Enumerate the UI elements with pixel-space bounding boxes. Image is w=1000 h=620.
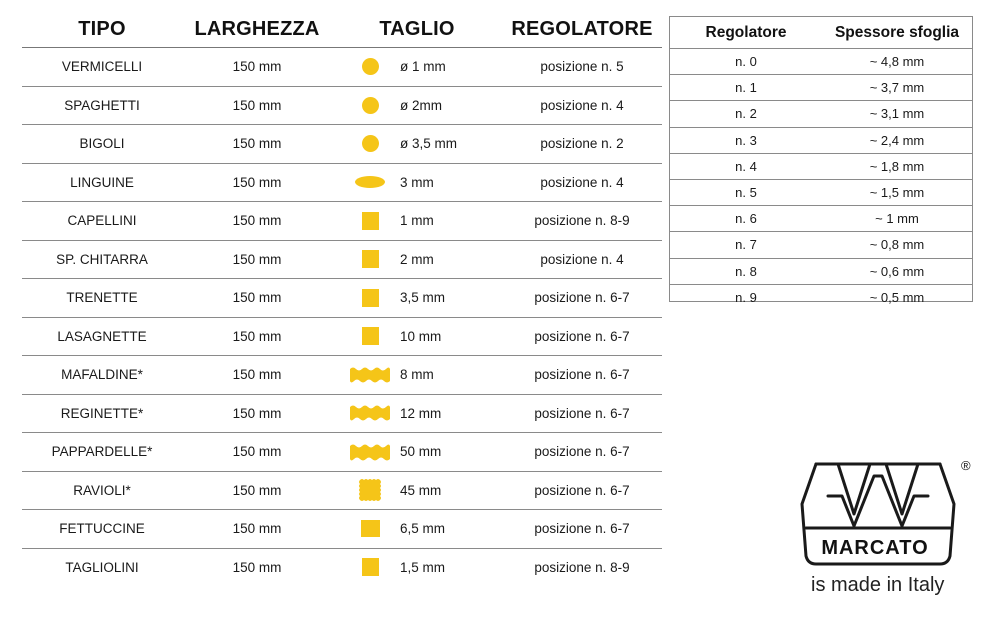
pasta-shape-icon xyxy=(340,558,400,576)
thickness-row xyxy=(670,259,972,285)
thickness-value: ~ 0,5 mm xyxy=(869,289,925,305)
pasta-tipo: TAGLIOLINI xyxy=(65,559,139,575)
pasta-shape-icon xyxy=(340,135,400,152)
thickness-value: ~ 0,8 mm xyxy=(869,237,925,253)
thickness-value: ~ 4,8 mm xyxy=(869,54,925,70)
thickness-value: ~ 0,6 mm xyxy=(869,263,925,279)
pasta-larghezza: 150 mm xyxy=(232,213,282,229)
thickness-row xyxy=(670,232,972,258)
pasta-taglio-cell xyxy=(332,289,502,307)
pasta-regolatore: posizione n. 6-7 xyxy=(534,367,630,383)
pasta-regolatore: posizione n. 6-7 xyxy=(534,328,630,344)
thickness-row xyxy=(670,206,972,232)
pasta-larghezza: 150 mm xyxy=(232,328,282,344)
pasta-table-header xyxy=(22,12,662,48)
pasta-table-body xyxy=(22,48,662,586)
pasta-taglio-cell xyxy=(332,478,502,502)
pasta-shape-icon xyxy=(340,366,400,384)
thickness-row xyxy=(670,75,972,101)
pasta-larghezza: 150 mm xyxy=(232,482,282,498)
pasta-tipo: FETTUCCINE xyxy=(59,521,145,537)
pasta-taglio: 6,5 mm xyxy=(400,521,446,537)
pasta-taglio: ø 1 mm xyxy=(400,59,446,75)
thickness-setting: n. 8 xyxy=(735,263,757,279)
pasta-taglio: 12 mm xyxy=(400,405,442,421)
pasta-regolatore: posizione n. 4 xyxy=(540,97,624,113)
thickness-setting: n. 0 xyxy=(735,54,757,70)
pasta-tipo: SPAGHETTI xyxy=(64,97,140,113)
pasta-larghezza: 150 mm xyxy=(232,521,282,537)
thickness-row xyxy=(670,180,972,206)
pasta-shape-icon xyxy=(340,520,400,537)
pasta-larghezza: 150 mm xyxy=(232,59,282,75)
pasta-regolatore: posizione n. 6-7 xyxy=(534,521,630,537)
pasta-taglio: 45 mm xyxy=(400,482,442,498)
thickness-setting: n. 5 xyxy=(735,185,757,201)
pasta-taglio-cell xyxy=(332,327,502,345)
pasta-tipo: TRENETTE xyxy=(66,290,138,306)
thickness-value: ~ 1,5 mm xyxy=(869,185,925,201)
pasta-row xyxy=(22,87,662,126)
pasta-regolatore: posizione n. 6-7 xyxy=(534,482,630,498)
thickness-value: ~ 2,4 mm xyxy=(869,132,925,148)
thickness-row xyxy=(670,285,972,310)
pasta-row xyxy=(22,395,662,434)
pasta-taglio: ø 3,5 mm xyxy=(400,136,458,152)
pasta-taglio-cell xyxy=(332,175,502,190)
header-regolatore: REGOLATORE xyxy=(511,18,653,40)
pasta-taglio: 3 mm xyxy=(400,174,434,190)
pasta-shape-icon xyxy=(340,442,400,462)
pasta-taglio-cell xyxy=(332,250,502,268)
pasta-taglio-cell xyxy=(332,520,502,537)
pasta-row xyxy=(22,164,662,203)
pasta-row xyxy=(22,549,662,587)
pasta-row xyxy=(22,202,662,241)
pasta-taglio: 10 mm xyxy=(400,328,442,344)
pasta-shape-icon xyxy=(340,250,400,268)
pasta-taglio: 8 mm xyxy=(400,367,434,383)
pasta-taglio-cell xyxy=(332,442,502,462)
pasta-regolatore: posizione n. 5 xyxy=(540,59,624,75)
pasta-taglio-cell xyxy=(332,135,502,152)
thickness-row xyxy=(670,128,972,154)
pasta-larghezza: 150 mm xyxy=(232,251,282,267)
brand-name: MARCATO xyxy=(821,537,929,559)
pasta-taglio-cell xyxy=(332,404,502,422)
thickness-row xyxy=(670,101,972,127)
pasta-taglio: ø 2mm xyxy=(400,97,442,113)
pasta-larghezza: 150 mm xyxy=(232,405,282,421)
pasta-taglio-cell xyxy=(332,212,502,230)
thickness-value: ~ 3,1 mm xyxy=(869,106,925,122)
header-regolatore-setting: Regolatore xyxy=(705,23,787,41)
pasta-row xyxy=(22,472,662,511)
registered-mark: ® xyxy=(961,458,971,473)
thickness-setting: n. 1 xyxy=(735,80,757,96)
pasta-tipo: BIGOLI xyxy=(79,136,125,152)
pasta-row xyxy=(22,318,662,357)
pasta-shape-icon xyxy=(340,478,400,502)
pasta-taglio-cell xyxy=(332,558,502,576)
pasta-shape-icon xyxy=(340,176,400,188)
pasta-tipo: LINGUINE xyxy=(70,174,134,190)
pasta-tipo: LASAGNETTE xyxy=(57,328,147,344)
pasta-regolatore: posizione n. 8-9 xyxy=(534,559,630,575)
pasta-regolatore: posizione n. 4 xyxy=(540,251,624,267)
pasta-larghezza: 150 mm xyxy=(232,559,282,575)
pasta-regolatore: posizione n. 2 xyxy=(540,136,624,152)
pasta-shape-icon xyxy=(340,404,400,422)
pasta-tipo: PAPPARDELLE* xyxy=(51,444,153,460)
pasta-larghezza: 150 mm xyxy=(232,290,282,306)
pasta-row xyxy=(22,48,662,87)
pasta-row xyxy=(22,510,662,549)
marcato-logo xyxy=(798,456,978,606)
pasta-tipo: SP. CHITARRA xyxy=(56,251,148,267)
pasta-shape-icon xyxy=(340,97,400,114)
pasta-row xyxy=(22,241,662,280)
thickness-setting: n. 9 xyxy=(735,289,757,305)
pasta-cut-table xyxy=(22,12,662,586)
pasta-taglio-cell xyxy=(332,97,502,114)
thickness-setting: n. 7 xyxy=(735,237,757,253)
pasta-shape-icon xyxy=(340,58,400,75)
thickness-table-header xyxy=(670,17,972,49)
pasta-taglio: 1 mm xyxy=(400,213,434,229)
thickness-setting: n. 2 xyxy=(735,106,757,122)
header-larghezza: LARGHEZZA xyxy=(194,18,320,40)
brand-tagline: is made in Italy xyxy=(811,574,945,596)
thickness-row xyxy=(670,49,972,75)
pasta-row xyxy=(22,279,662,318)
pasta-taglio: 3,5 mm xyxy=(400,290,446,306)
pasta-larghezza: 150 mm xyxy=(232,367,282,383)
pasta-taglio: 1,5 mm xyxy=(400,559,446,575)
pasta-taglio: 2 mm xyxy=(400,251,434,267)
pasta-regolatore: posizione n. 6-7 xyxy=(534,444,630,460)
thickness-setting: n. 6 xyxy=(735,211,757,227)
pasta-shape-icon xyxy=(340,327,400,345)
pasta-row xyxy=(22,125,662,164)
pasta-taglio-cell xyxy=(332,366,502,384)
pasta-tipo: CAPELLINI xyxy=(67,213,137,229)
thickness-setting: n. 4 xyxy=(735,158,757,174)
pasta-larghezza: 150 mm xyxy=(232,174,282,190)
thickness-row xyxy=(670,154,972,180)
thickness-table xyxy=(669,16,973,305)
pasta-row xyxy=(22,433,662,472)
header-taglio: TAGLIO xyxy=(379,18,455,40)
pasta-tipo: REGINETTE* xyxy=(60,405,144,421)
pasta-larghezza: 150 mm xyxy=(232,136,282,152)
pasta-tipo: RAVIOLI* xyxy=(73,482,131,498)
thickness-value: ~ 1,8 mm xyxy=(869,158,925,174)
pasta-larghezza: 150 mm xyxy=(232,444,282,460)
pasta-taglio: 50 mm xyxy=(400,444,442,460)
pasta-taglio-cell xyxy=(332,58,502,75)
thickness-setting: n. 3 xyxy=(735,132,757,148)
pasta-tipo: MAFALDINE* xyxy=(61,367,143,383)
pasta-tipo: VERMICELLI xyxy=(61,59,143,75)
thickness-value: ~ 1 mm xyxy=(875,211,919,227)
pasta-regolatore: posizione n. 8-9 xyxy=(534,213,630,229)
header-tipo: TIPO xyxy=(78,18,126,40)
pasta-regolatore: posizione n. 6-7 xyxy=(534,405,630,421)
pasta-larghezza: 150 mm xyxy=(232,97,282,113)
pasta-regolatore: posizione n. 4 xyxy=(540,174,624,190)
thickness-table-body xyxy=(670,49,972,310)
header-spessore-sfoglia: Spessore sfoglia xyxy=(834,23,960,41)
pasta-shape-icon xyxy=(340,289,400,307)
thickness-value: ~ 3,7 mm xyxy=(869,80,925,96)
pasta-regolatore: posizione n. 6-7 xyxy=(534,290,630,306)
pasta-row xyxy=(22,356,662,395)
pasta-shape-icon xyxy=(340,212,400,230)
